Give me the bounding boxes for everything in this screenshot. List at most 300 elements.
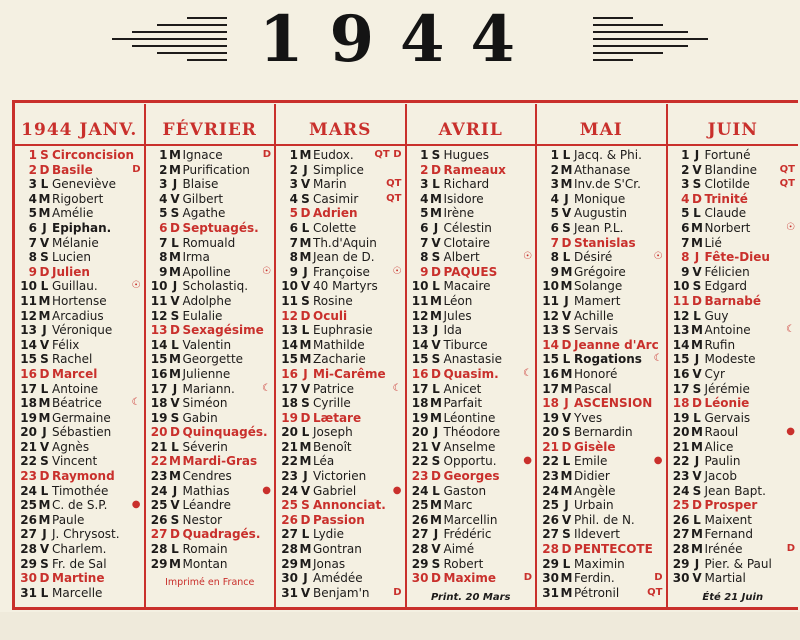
weekday-letter: S xyxy=(431,148,441,162)
day-row xyxy=(537,454,666,469)
weekday-letter: D xyxy=(39,571,50,586)
weekday-letter: V xyxy=(561,410,572,425)
saint-name: Circoncision xyxy=(52,148,135,162)
day-number: 17 xyxy=(150,381,168,396)
moon-phase-icon: ☾ xyxy=(653,353,663,365)
day-number: 23 xyxy=(20,469,37,484)
saint-name: Arcadius xyxy=(52,308,104,323)
day-row xyxy=(146,309,275,324)
weekday-letter: M xyxy=(430,206,442,221)
saint-name: Raoul xyxy=(704,425,739,440)
weekday-letter: D xyxy=(692,293,702,308)
weekday-letter: M xyxy=(560,279,573,294)
saint-name: Mi-Carême xyxy=(313,366,386,381)
day-row xyxy=(537,236,666,251)
weekday-letter: S xyxy=(562,527,571,542)
day-number: 9 xyxy=(550,264,559,279)
weekday-letter: M xyxy=(560,162,573,177)
moon-phase-icon: ☉ xyxy=(392,265,402,277)
day-number: 21 xyxy=(281,439,298,454)
weekday-letter: V xyxy=(300,381,311,396)
day-number: 30 xyxy=(411,571,429,586)
saint-name: Mathilde xyxy=(313,337,365,352)
day-row xyxy=(146,352,275,367)
day-row xyxy=(15,352,144,367)
day-row xyxy=(537,279,666,294)
weekday-letter: M xyxy=(691,542,703,557)
saint-name: PENTECOTE xyxy=(574,542,653,557)
day-number: 10 xyxy=(150,279,168,294)
day-number: 11 xyxy=(20,293,37,308)
saint-name: Théodore xyxy=(443,425,501,440)
day-number: 14 xyxy=(542,337,559,352)
day-row xyxy=(407,425,536,440)
day-number: 23 xyxy=(411,469,429,484)
day-number: 27 xyxy=(542,527,559,542)
saint-name: Gilbert xyxy=(182,191,224,206)
day-number: 28 xyxy=(672,542,690,557)
day-number: 5 xyxy=(159,206,168,221)
saint-name: Sébastien xyxy=(52,425,112,440)
day-number: 19 xyxy=(150,410,168,425)
saint-name: Maixent xyxy=(704,512,752,527)
weekday-letter: L xyxy=(693,512,701,527)
saint-name: Vincent xyxy=(52,454,98,469)
year-header xyxy=(0,0,800,88)
day-row xyxy=(407,411,536,426)
saint-name: Amélie xyxy=(52,206,94,221)
saint-name: Anastasie xyxy=(443,352,502,367)
day-row xyxy=(407,148,536,163)
moon-phase-icon: ☉ xyxy=(131,280,141,292)
day-row xyxy=(537,513,666,528)
saint-name: Jean de D. xyxy=(313,250,375,265)
saint-name: Mariann. xyxy=(182,381,235,396)
saint-name: Antoine xyxy=(52,381,99,396)
saint-name: Siméon xyxy=(182,396,228,411)
day-row xyxy=(15,236,144,251)
saint-name: Marcellin xyxy=(443,512,498,527)
day-row xyxy=(276,484,405,499)
saint-name: Sexagésime xyxy=(182,323,264,338)
moon-phase-icon: ☾ xyxy=(392,382,402,394)
day-row xyxy=(146,367,275,382)
day-row xyxy=(668,148,799,163)
weekday-letter: V xyxy=(39,439,50,454)
bottom-margin xyxy=(0,612,800,640)
day-row xyxy=(668,192,799,207)
weekday-letter: S xyxy=(562,323,571,338)
moon-phase-icon: ☉ xyxy=(262,265,271,277)
day-row xyxy=(537,148,666,163)
saint-name: Clotaire xyxy=(443,235,490,250)
weekday-letter: V xyxy=(431,235,441,250)
weekday-letter: M xyxy=(430,410,442,425)
saint-name: Mélanie xyxy=(52,235,99,250)
saint-name: Léa xyxy=(313,454,335,469)
day-number: 12 xyxy=(20,308,37,323)
day-row xyxy=(668,221,799,236)
day-row xyxy=(668,454,799,469)
day-number: 27 xyxy=(20,527,37,542)
month-column xyxy=(668,104,799,607)
weekday-letter: D xyxy=(561,337,572,352)
month-name: MARS xyxy=(276,104,405,146)
saint-name: Augustin xyxy=(574,206,627,221)
day-number: 13 xyxy=(542,323,559,338)
day-row xyxy=(407,236,536,251)
weekday-letter: L xyxy=(562,454,571,469)
day-number: 28 xyxy=(542,542,559,557)
day-number: 7 xyxy=(420,235,429,250)
weekday-letter: M xyxy=(299,337,312,352)
day-number: 12 xyxy=(411,308,429,323)
weekday-letter: V xyxy=(170,191,180,206)
day-row xyxy=(537,221,666,236)
day-number: 2 xyxy=(159,162,168,177)
saint-name: Adolphe xyxy=(182,293,232,308)
weekday-letter: M xyxy=(430,396,442,411)
day-number: 22 xyxy=(150,454,168,469)
moon-phase-icon: D xyxy=(262,149,271,160)
day-row xyxy=(276,221,405,236)
saint-name: Ignace xyxy=(182,148,223,162)
saint-name: Mardi-Gras xyxy=(182,454,258,469)
month-column xyxy=(537,104,668,607)
month-name: 1944 JANV. xyxy=(15,104,144,146)
day-number: 13 xyxy=(411,323,429,338)
saint-name: Fernand xyxy=(704,527,754,542)
weekday-letter: J xyxy=(564,293,569,308)
saint-name: Clotilde xyxy=(704,177,750,192)
saint-name: Oculi xyxy=(313,308,348,323)
saint-name: Macaire xyxy=(443,279,491,294)
weekday-letter: S xyxy=(301,396,310,411)
day-number: 13 xyxy=(672,323,690,338)
day-number: 22 xyxy=(411,454,429,469)
saint-name: Antoine xyxy=(704,323,751,338)
weekday-letter: M xyxy=(299,235,312,250)
day-row xyxy=(668,279,799,294)
saint-name: Rachel xyxy=(52,352,93,367)
saint-name: Geneviève xyxy=(52,177,116,192)
weekday-letter: L xyxy=(40,585,49,600)
moon-phase-icon: ● xyxy=(392,484,402,496)
weekday-letter: S xyxy=(301,498,310,513)
day-row xyxy=(146,498,275,513)
weekday-letter: S xyxy=(170,308,180,323)
day-number: 21 xyxy=(411,439,429,454)
day-row xyxy=(537,411,666,426)
day-row xyxy=(276,411,405,426)
saint-name: Irénée xyxy=(704,542,743,557)
day-row xyxy=(537,206,666,221)
day-number: 1 xyxy=(550,148,559,162)
day-row xyxy=(276,557,405,572)
day-number: 20 xyxy=(281,425,298,440)
saint-name: Joseph xyxy=(313,425,353,440)
saint-name: Modeste xyxy=(704,352,756,367)
day-row xyxy=(537,250,666,265)
weekday-letter: S xyxy=(40,250,49,265)
day-number: 1 xyxy=(28,148,37,162)
day-row xyxy=(668,236,799,251)
saint-name: Gontran xyxy=(313,542,362,557)
day-number: 24 xyxy=(542,483,559,498)
day-row xyxy=(407,484,536,499)
weekday-letter: M xyxy=(38,396,51,411)
day-row xyxy=(146,396,275,411)
weekday-letter: D xyxy=(300,512,311,527)
weekday-letter: D xyxy=(431,571,441,586)
day-row xyxy=(668,484,799,499)
day-number: 4 xyxy=(681,191,690,206)
weekday-letter: D xyxy=(39,366,50,381)
day-number: 8 xyxy=(420,250,429,265)
day-row xyxy=(537,557,666,572)
saint-name: C. de S.P. xyxy=(52,498,108,513)
day-row xyxy=(15,396,144,411)
saint-name: Eudox. xyxy=(313,148,354,162)
saint-name: Bernardin xyxy=(574,425,633,440)
saint-name: J. Chrysost. xyxy=(52,527,120,542)
saint-name: Paule xyxy=(52,512,85,527)
day-number: 3 xyxy=(681,177,690,192)
saint-name: Cyr xyxy=(704,366,725,381)
weekday-letter: J xyxy=(433,527,439,542)
day-row xyxy=(276,309,405,324)
saint-name: Célestin xyxy=(443,220,492,235)
day-number: 19 xyxy=(281,410,298,425)
day-number: 29 xyxy=(672,556,690,571)
day-number: 20 xyxy=(672,425,690,440)
day-number: 21 xyxy=(150,439,168,454)
day-row xyxy=(15,542,144,557)
day-row xyxy=(537,586,666,601)
moon-phase-icon: ☾ xyxy=(131,397,141,409)
day-number: 29 xyxy=(20,556,37,571)
saint-name: Opportu. xyxy=(443,454,497,469)
day-number: 23 xyxy=(150,469,168,484)
saint-name: Zacharie xyxy=(313,352,366,367)
weekday-letter: D xyxy=(39,162,50,177)
weekday-letter: J xyxy=(564,396,569,411)
day-row xyxy=(668,498,799,513)
day-row xyxy=(668,469,799,484)
weekday-letter: L xyxy=(40,381,49,396)
saint-name: Martial xyxy=(704,571,746,586)
saint-name: Romain xyxy=(182,542,228,557)
weekday-letter: J xyxy=(303,571,308,586)
day-row xyxy=(15,513,144,528)
day-row xyxy=(537,192,666,207)
weekday-letter: M xyxy=(560,177,573,192)
day-row xyxy=(407,177,536,192)
day-row xyxy=(537,484,666,499)
month-column xyxy=(146,104,277,607)
day-row xyxy=(146,454,275,469)
day-number: 20 xyxy=(411,425,429,440)
weekday-letter: J xyxy=(303,366,308,381)
weekday-letter: D xyxy=(561,439,572,454)
weekday-letter: M xyxy=(169,264,181,279)
saint-name: Septuagés. xyxy=(182,220,259,235)
day-row xyxy=(15,250,144,265)
day-number: 16 xyxy=(281,366,298,381)
weekday-letter: V xyxy=(300,585,311,600)
weekday-letter: L xyxy=(301,425,310,440)
weekday-letter: J xyxy=(694,556,700,571)
day-number: 27 xyxy=(281,527,298,542)
weekday-letter: D xyxy=(170,425,180,440)
day-row xyxy=(15,367,144,382)
weekday-letter: J xyxy=(303,162,308,177)
day-number: 29 xyxy=(150,556,168,571)
day-row xyxy=(537,542,666,557)
day-number: 21 xyxy=(542,439,559,454)
day-row xyxy=(146,323,275,338)
saint-name: Gabin xyxy=(182,410,218,425)
day-row xyxy=(276,382,405,397)
weekday-letter: L xyxy=(171,337,179,352)
saint-name: Léontine xyxy=(443,410,496,425)
weekday-letter: M xyxy=(299,556,312,571)
saint-name: Lié xyxy=(704,235,722,250)
weekday-letter: M xyxy=(38,206,51,221)
saint-name: Th.d'Aquin xyxy=(313,235,377,250)
decorative-lines-right xyxy=(593,14,708,64)
day-number: 25 xyxy=(150,498,168,513)
weekday-letter: V xyxy=(300,279,311,294)
saint-name: Passion xyxy=(313,512,365,527)
day-number: 7 xyxy=(159,235,168,250)
saint-name: Jeanne d'Arc xyxy=(574,337,659,352)
month-footer-note: Print. 20 Mars xyxy=(430,592,511,603)
saint-name: Solange xyxy=(574,279,623,294)
day-number: 10 xyxy=(672,279,690,294)
day-number: 15 xyxy=(542,352,559,367)
day-number: 9 xyxy=(28,264,37,279)
saint-name: 40 Martyrs xyxy=(313,279,378,294)
day-row xyxy=(407,527,536,542)
weekday-letter: M xyxy=(299,352,312,367)
day-row xyxy=(15,557,144,572)
saint-name: Irma xyxy=(182,250,210,265)
day-row xyxy=(668,338,799,353)
weekday-letter: M xyxy=(299,439,312,454)
day-number: 15 xyxy=(20,352,37,367)
moon-phase-icon: ● xyxy=(262,484,271,496)
day-number: 18 xyxy=(150,396,168,411)
weekday-letter: D xyxy=(431,469,441,484)
saint-name: Lydie xyxy=(313,527,345,542)
weekday-letter: M xyxy=(299,148,312,162)
saint-name: Rigobert xyxy=(52,191,104,206)
saint-name: Jules xyxy=(443,308,472,323)
weekday-letter: M xyxy=(691,425,703,440)
saint-name: Agnès xyxy=(52,439,90,454)
moon-phase-icon: ☾ xyxy=(262,382,271,394)
weekday-letter: S xyxy=(170,206,180,221)
day-number: 20 xyxy=(150,425,168,440)
day-number: 8 xyxy=(289,250,298,265)
weekday-letter: M xyxy=(169,148,181,162)
day-number: 28 xyxy=(411,542,429,557)
month-name: FÉVRIER xyxy=(146,104,275,146)
day-number: 27 xyxy=(411,527,429,542)
day-row xyxy=(146,236,275,251)
weekday-letter: M xyxy=(169,556,181,571)
day-number: 19 xyxy=(542,410,559,425)
saint-name: Jacq. & Phi. xyxy=(574,148,642,162)
moon-phase-icon: ☉ xyxy=(523,251,532,263)
day-number: 22 xyxy=(672,454,690,469)
moon-phase-icon: ☉ xyxy=(653,251,663,263)
day-number: 28 xyxy=(281,542,298,557)
day-row xyxy=(537,382,666,397)
day-row xyxy=(537,352,666,367)
saint-name: Marcel xyxy=(52,366,98,381)
day-number: 9 xyxy=(681,264,690,279)
month-columns xyxy=(15,104,798,607)
weekday-letter: M xyxy=(169,250,181,265)
saint-name: Norbert xyxy=(704,220,751,235)
weekday-letter: M xyxy=(560,571,573,586)
day-row xyxy=(668,411,799,426)
day-row xyxy=(276,396,405,411)
day-row xyxy=(15,294,144,309)
saint-name: Stanislas xyxy=(574,235,636,250)
month-name: MAI xyxy=(537,104,666,146)
saint-name: Cendres xyxy=(182,469,232,484)
weekday-letter: S xyxy=(40,352,49,367)
day-row xyxy=(276,513,405,528)
day-number: 1 xyxy=(420,148,429,162)
weekday-letter: S xyxy=(40,454,49,469)
day-number: 7 xyxy=(289,235,298,250)
saint-name: Gabriel xyxy=(313,483,357,498)
weekday-letter: M xyxy=(38,498,51,513)
day-number: 16 xyxy=(20,366,37,381)
weekday-letter: L xyxy=(301,220,310,235)
day-row xyxy=(407,396,536,411)
weekday-letter: J xyxy=(694,454,700,469)
saint-name: Rufin xyxy=(704,337,736,352)
weekday-letter: S xyxy=(692,279,702,294)
saint-name: Honoré xyxy=(574,366,618,381)
weekday-letter: M xyxy=(38,410,51,425)
saint-name: Emile xyxy=(574,454,608,469)
month-footer-note: Imprimé en France xyxy=(165,577,255,589)
day-row xyxy=(276,425,405,440)
day-number: 12 xyxy=(150,308,168,323)
weekday-letter: S xyxy=(692,483,702,498)
day-list xyxy=(407,146,536,586)
day-number: 16 xyxy=(542,366,559,381)
moon-phase-icon: ☉ xyxy=(786,221,795,233)
weekday-letter: M xyxy=(299,454,312,469)
saint-name: Angèle xyxy=(574,483,616,498)
weekday-letter: D xyxy=(300,308,311,323)
saint-name: Benjam'n xyxy=(313,585,370,600)
day-number: 10 xyxy=(542,279,559,294)
day-row xyxy=(15,498,144,513)
moon-phase-icon: QT D xyxy=(374,149,402,160)
day-number: 29 xyxy=(542,556,559,571)
day-row xyxy=(15,148,144,163)
moon-phase-icon: D xyxy=(654,572,663,584)
day-list xyxy=(668,146,799,586)
